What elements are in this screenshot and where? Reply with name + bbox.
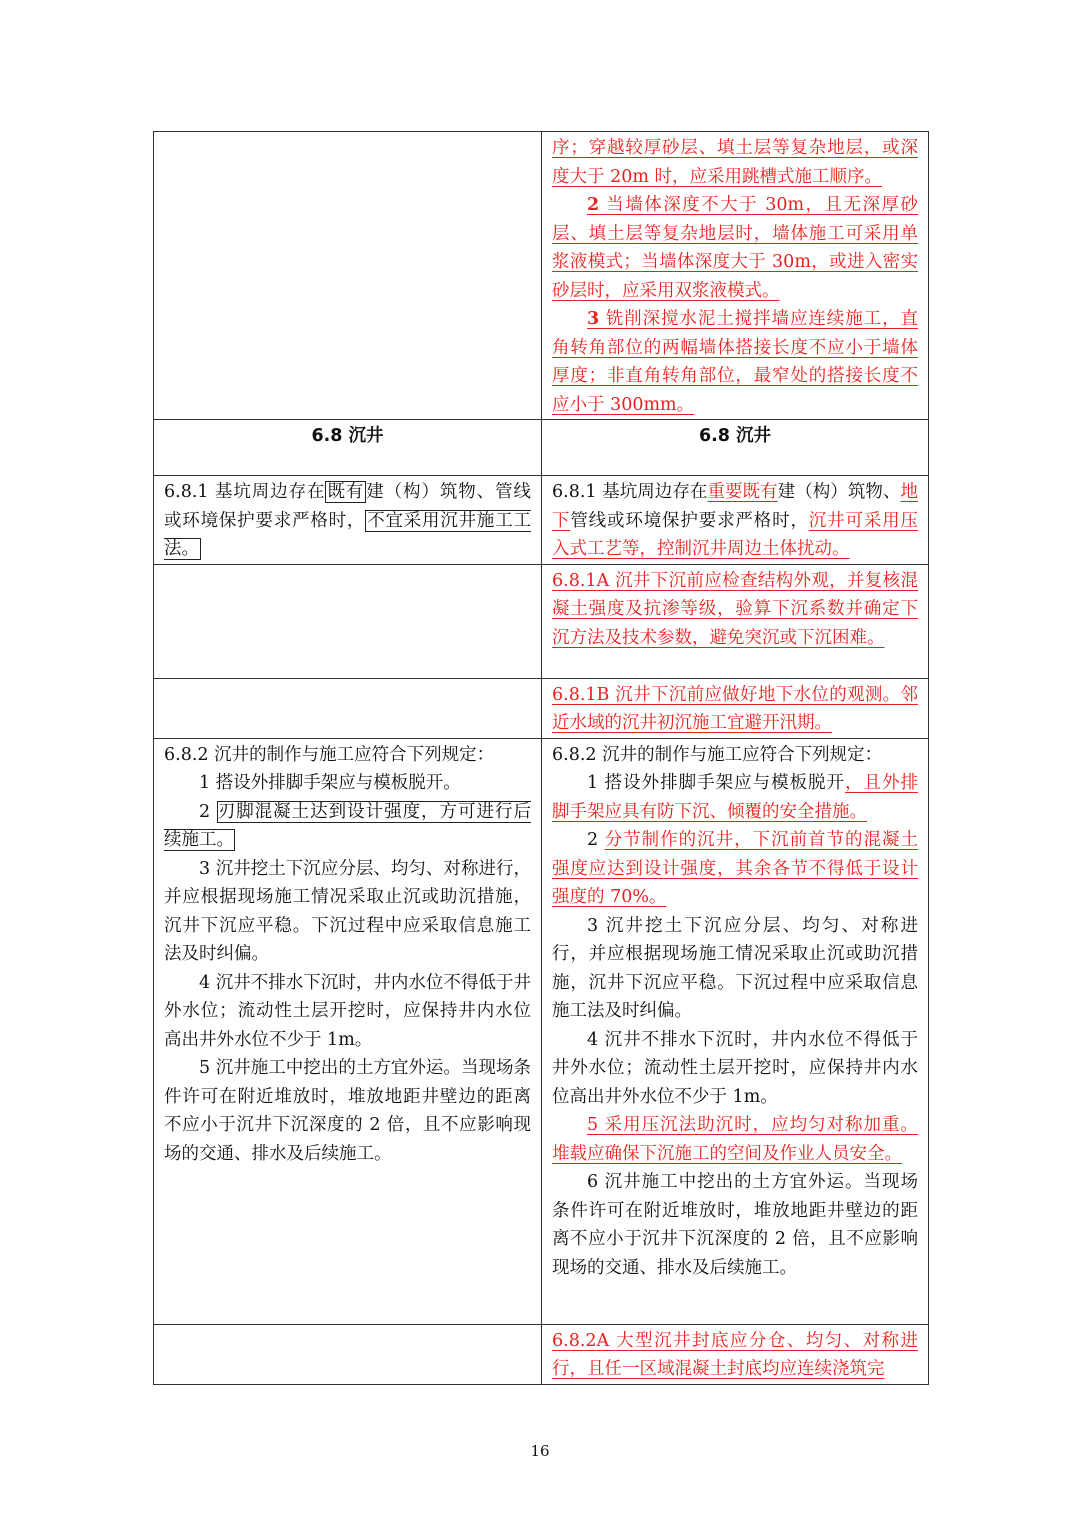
list-item: 2 刃脚混凝土达到设计强度，方可进行后续施工。 xyxy=(164,801,531,850)
old-text-cell xyxy=(154,132,542,420)
new-text-cell xyxy=(542,476,929,565)
old-text-cell xyxy=(154,738,542,1324)
new-text-cell xyxy=(542,738,929,1324)
clause-6-8-1-new: 6.8.1 基坑周边存在重要既有建（构）筑物、地下管线或环境保护要求严格时，沉井可采用压入式工艺等，控制沉井周边土体扰动。 xyxy=(552,482,919,559)
old-text-cell xyxy=(154,476,542,565)
list-item: 3 沉井挖土下沉应分层、均匀、对称进行，并应根据现场施工情况采取止沉或助沉措施，沉井下沉应平稳。下沉过程中应采取信息施工法及时纠偏。 xyxy=(164,858,531,964)
list-item: 5 采用压沉法助沉时，应均匀对称加重。堆载应确保下沉施工的空间及作业人员安全。 xyxy=(552,1115,918,1164)
marked-text: 既有 xyxy=(327,482,365,502)
old-text-cell xyxy=(154,678,542,738)
list-item: 5 沉井施工中挖出的土方宜外运。当现场条件许可在附近堆放时，堆放地距井壁边的距离不应小于沉井下沉深度的 2 倍，且不应影响现场的交通、排水及后续施工。 xyxy=(164,1058,531,1164)
new-text-cell xyxy=(542,132,929,420)
clause-6-8-1A: 6.8.1A 沉井下沉前应检查结构外观，并复核混凝土强度及抗渗等级，验算下沉系数并确定下沉方法及技术参数，避免突沉或下沉困难。 xyxy=(552,570,918,648)
table-row xyxy=(154,476,929,565)
new-text-cell xyxy=(542,564,929,678)
marked-text: 不宜采用沉井施工工法。 xyxy=(164,510,532,559)
list-item: 1 搭设外排脚手架应与模板脱开。 xyxy=(199,773,461,793)
old-text-cell xyxy=(154,1324,542,1384)
clause-6-8-1-old: 6.8.1 基坑周边存在 既有 建（构）筑物、管线或环境保护要求严格时， 不宜采用沉井施工工法。 xyxy=(164,482,532,559)
clause-6-8-2A: 6.8.2A 大型沉井封底应分仓、均匀、对称进行，且任一区域混凝土封底均应连续浇筑完 xyxy=(552,1330,918,1379)
list-item: 2 分节制作的沉井，下沉前首节的混凝土强度应达到设计强度，其余各节不得低于设计强度的 70%。 xyxy=(552,830,918,907)
list-item: 1 搭设外排脚手架应与模板脱开，且外排脚手架应具有防下沉、倾覆的安全措施。 xyxy=(552,773,918,822)
list-item: 4 沉井不排水下沉时，井内水位不得低于井外水位；流动性土层开挖时，应保持井内水位高出井外水位不少于 1m。 xyxy=(552,1029,918,1107)
table-row xyxy=(154,132,929,420)
new-text-cell xyxy=(542,1324,929,1384)
clause-6-8-2-title: 6.8.2 沉井的制作与施工应符合下列规定： xyxy=(552,744,883,765)
revised-item: 3 铣削深搅水泥土搅拌墙应连续施工，直角转角部位的两幅墙体搭接长度不应小于墙体厚度；非直角转角部位，最窄处的搭接长度不应小于 300mm。 xyxy=(552,309,918,415)
revised-paragraph: 序；穿越较厚砂层、填土层等复杂地层，或深度大于 20m 时，应采用跳槽式施工顺序。 xyxy=(552,138,918,187)
section-heading-left: 6.8 沉井 xyxy=(154,420,542,476)
table-row xyxy=(154,564,929,678)
revised-item: 2 当墙体深度不大于 30m，且无深厚砂层、填土层等复杂地层时，墙体施工可采用单浆液模式；当墙体深度大于 30m，或进入密实砂层时，应采用双浆液模式。 xyxy=(552,195,918,301)
list-item: 6 沉井施工中挖出的土方宜外运。当现场条件许可在附近堆放时，堆放地距井壁边的距离不应小于沉井下沉深度的 2 倍，且不应影响现场的交通、排水及后续施工。 xyxy=(552,1172,918,1278)
list-item: 3 沉井挖土下沉应分层、均匀、对称进行，并应根据现场施工情况采取止沉或助沉措施，沉井下沉应平稳。下沉过程中应采取信息施工法及时纠偏。 xyxy=(552,915,918,1021)
clause-6-8-1B: 6.8.1B 沉井下沉前应做好地下水位的观测。邻近水域的沉井初沉施工宜避开汛期。 xyxy=(552,684,918,733)
section-heading-right: 6.8 沉井 xyxy=(542,420,929,476)
marked-text: 刃脚混凝土达到设计强度，方可进行后续施工。 xyxy=(164,801,531,850)
new-text-cell xyxy=(542,678,929,738)
table-row xyxy=(154,738,929,1324)
list-item: 4 沉井不排水下沉时，井内水位不得低于井外水位；流动性土层开挖时，应保持井内水位高出井外水位不少于 1m。 xyxy=(164,972,531,1050)
comparison-table xyxy=(153,131,929,1385)
clause-6-8-2-title: 6.8.2 沉井的制作与施工应符合下列规定： xyxy=(164,744,495,765)
table-row xyxy=(154,678,929,738)
page-number: 16 xyxy=(530,1442,550,1460)
section-header-row xyxy=(154,420,929,476)
table-row xyxy=(154,1324,929,1384)
old-text-cell xyxy=(154,564,542,678)
